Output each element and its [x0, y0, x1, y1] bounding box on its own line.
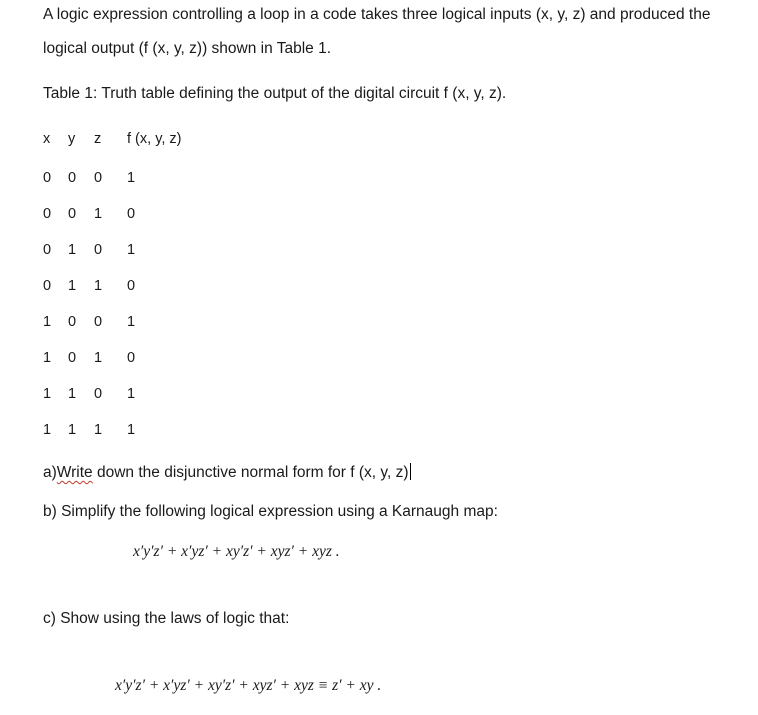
cell-f: 1	[127, 314, 136, 330]
question-c-expression: x′y′z′ + x′yz′ + xy′z′ + xyz′ + xyz ≡ z′ + xy .	[115, 677, 382, 694]
cell-f: 0	[127, 278, 136, 294]
question-b-expression: x′y′z′ + x′yz′ + xy′z′ + xyz′ + xyz .	[133, 543, 340, 560]
question-c: c) Show using the laws of logic that:	[43, 610, 290, 627]
question-b: b) Simplify the following logical expression using a Karnaugh map:	[43, 503, 498, 520]
cell-z: 0	[94, 170, 103, 186]
cell-z: 0	[94, 314, 103, 330]
cell-y: 0	[68, 314, 77, 330]
cell-y: 1	[68, 278, 77, 294]
cell-y: 1	[68, 422, 77, 438]
cell-y: 1	[68, 242, 77, 258]
cell-z: 0	[94, 242, 103, 258]
question-a-rest: down the disjunctive normal form for f (x, y, z)	[92, 464, 409, 481]
cell-f: 1	[127, 242, 136, 258]
table-caption: Table 1: Truth table defining the output of the digital circuit f (x, y, z).	[43, 85, 507, 102]
cell-y: 0	[68, 350, 77, 366]
header-y: y	[68, 131, 76, 147]
intro-line-2: logical output (f (x, y, z)) shown in Table 1.	[43, 40, 332, 57]
cell-x: 0	[43, 170, 52, 186]
cell-z: 1	[94, 422, 103, 438]
cell-y: 0	[68, 170, 77, 186]
question-a-word: Write	[56, 464, 93, 481]
cell-z: 1	[94, 278, 103, 294]
header-f: f (x, y, z)	[127, 131, 182, 147]
cell-f: 0	[127, 350, 136, 366]
cell-x: 0	[43, 206, 52, 222]
intro-line-1: A logic expression controlling a loop in a code takes three logical inputs (x, y, z) and produced the	[43, 6, 711, 23]
question-a-prefix: a)	[43, 464, 57, 481]
cell-z: 1	[94, 206, 103, 222]
question-a	[43, 463, 411, 482]
header-z: z	[94, 131, 102, 147]
cell-x: 1	[43, 422, 52, 438]
cell-f: 0	[127, 206, 136, 222]
cell-x: 1	[43, 350, 52, 366]
header-x: x	[43, 131, 51, 147]
cell-x: 1	[43, 314, 52, 330]
cell-f: 1	[127, 422, 136, 438]
cell-f: 1	[127, 386, 136, 402]
cell-y: 0	[68, 206, 77, 222]
cell-x: 1	[43, 386, 52, 402]
cell-f: 1	[127, 170, 136, 186]
cell-z: 1	[94, 350, 103, 366]
cell-z: 0	[94, 386, 103, 402]
cell-x: 0	[43, 242, 52, 258]
cell-y: 1	[68, 386, 77, 402]
text-cursor	[410, 463, 411, 480]
cell-x: 0	[43, 278, 52, 294]
